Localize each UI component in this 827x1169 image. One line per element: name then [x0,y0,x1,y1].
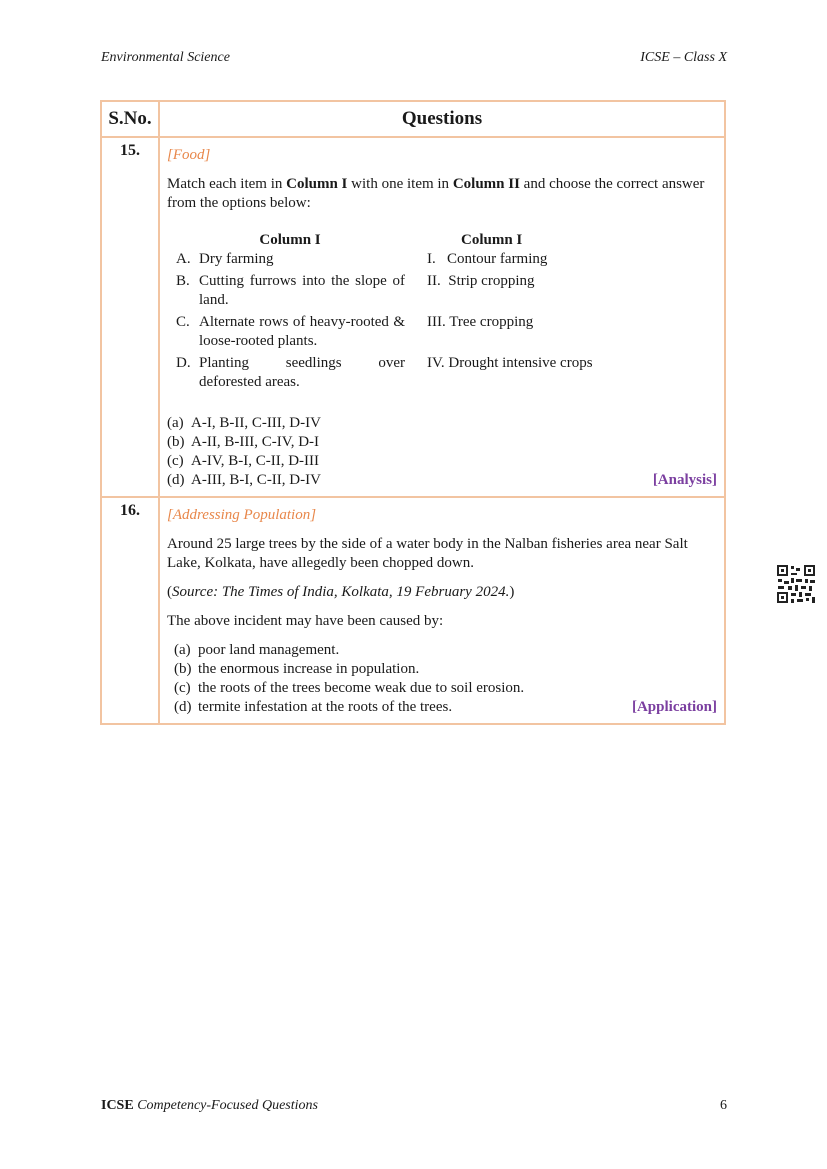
question-tag: [Food] [167,147,211,163]
answer-options [167,414,717,490]
question-row-16 [101,497,725,724]
question-prompt: The above incident may have been caused by: [167,613,444,629]
question-number: 15. [101,137,159,497]
option-c: (c) A-IV, B-I, C-II, D-III [167,453,320,469]
option-d: (d) A-III, B-I, C-II, D-IV [167,472,321,488]
match-row: A. Dry farming I. Contour farming [176,251,548,267]
source-citation: (Source: The Times of India, Kolkata, 19 February 2024.) [167,584,515,600]
column-1-header: Column I [259,232,321,248]
page-number: 6 [720,1098,727,1113]
option-b: (b) A-II, B-III, C-IV, D-I [167,434,320,450]
option-c: (c) the roots of the trees become weak due to soil erosion. [174,680,525,696]
questions-table [100,100,726,725]
option-a: (a) poor land management. [174,642,340,658]
question-number: 16. [101,497,159,724]
question-row-15 [101,137,725,497]
question-stem: Match each item in Column I with one item in Column II and choose the correct answer from the options below: [167,176,705,211]
column-2-header: Column I [461,232,523,248]
category-label: [Application] [631,699,717,715]
question-stem: Around 25 large trees by the side of a water body in the Nalban fisheries area near Salt Lake, Kolkata, have allegedly been chopped down. [167,536,688,571]
option-d-row [167,471,717,490]
running-header-class: ICSE – Class X [640,50,727,65]
table-header-row [101,101,725,137]
qr-code-icon[interactable] [776,564,816,604]
match-row: B. Cutting furrows into the slope of land. II. Strip cropping [176,273,535,308]
question-tag: [Addressing Population] [167,507,317,523]
match-row: C. Alternate rows of heavy-rooted & loose-rooted plants. III. Tree cropping [176,314,534,349]
match-columns [167,231,717,392]
option-d: (d) termite infestation at the roots of the trees. [174,699,453,715]
answer-options [167,641,717,717]
footer-title: ICSE Competency-Focused Questions [101,1098,318,1113]
option-d-row [167,698,717,717]
question-body-16 [159,497,725,724]
running-header-subject: Environmental Science [101,50,230,65]
question-body-15 [159,137,725,497]
match-row: D. Planting seedlings over deforested areas. IV. Drought intensive crops [176,355,593,390]
option-b: (b) the enormous increase in population. [174,661,420,677]
sno-header: S.No. [101,101,159,137]
category-label: [Analysis] [652,472,717,488]
option-a: (a) A-I, B-II, C-III, D-IV [167,415,321,431]
questions-header: Questions [159,101,725,137]
